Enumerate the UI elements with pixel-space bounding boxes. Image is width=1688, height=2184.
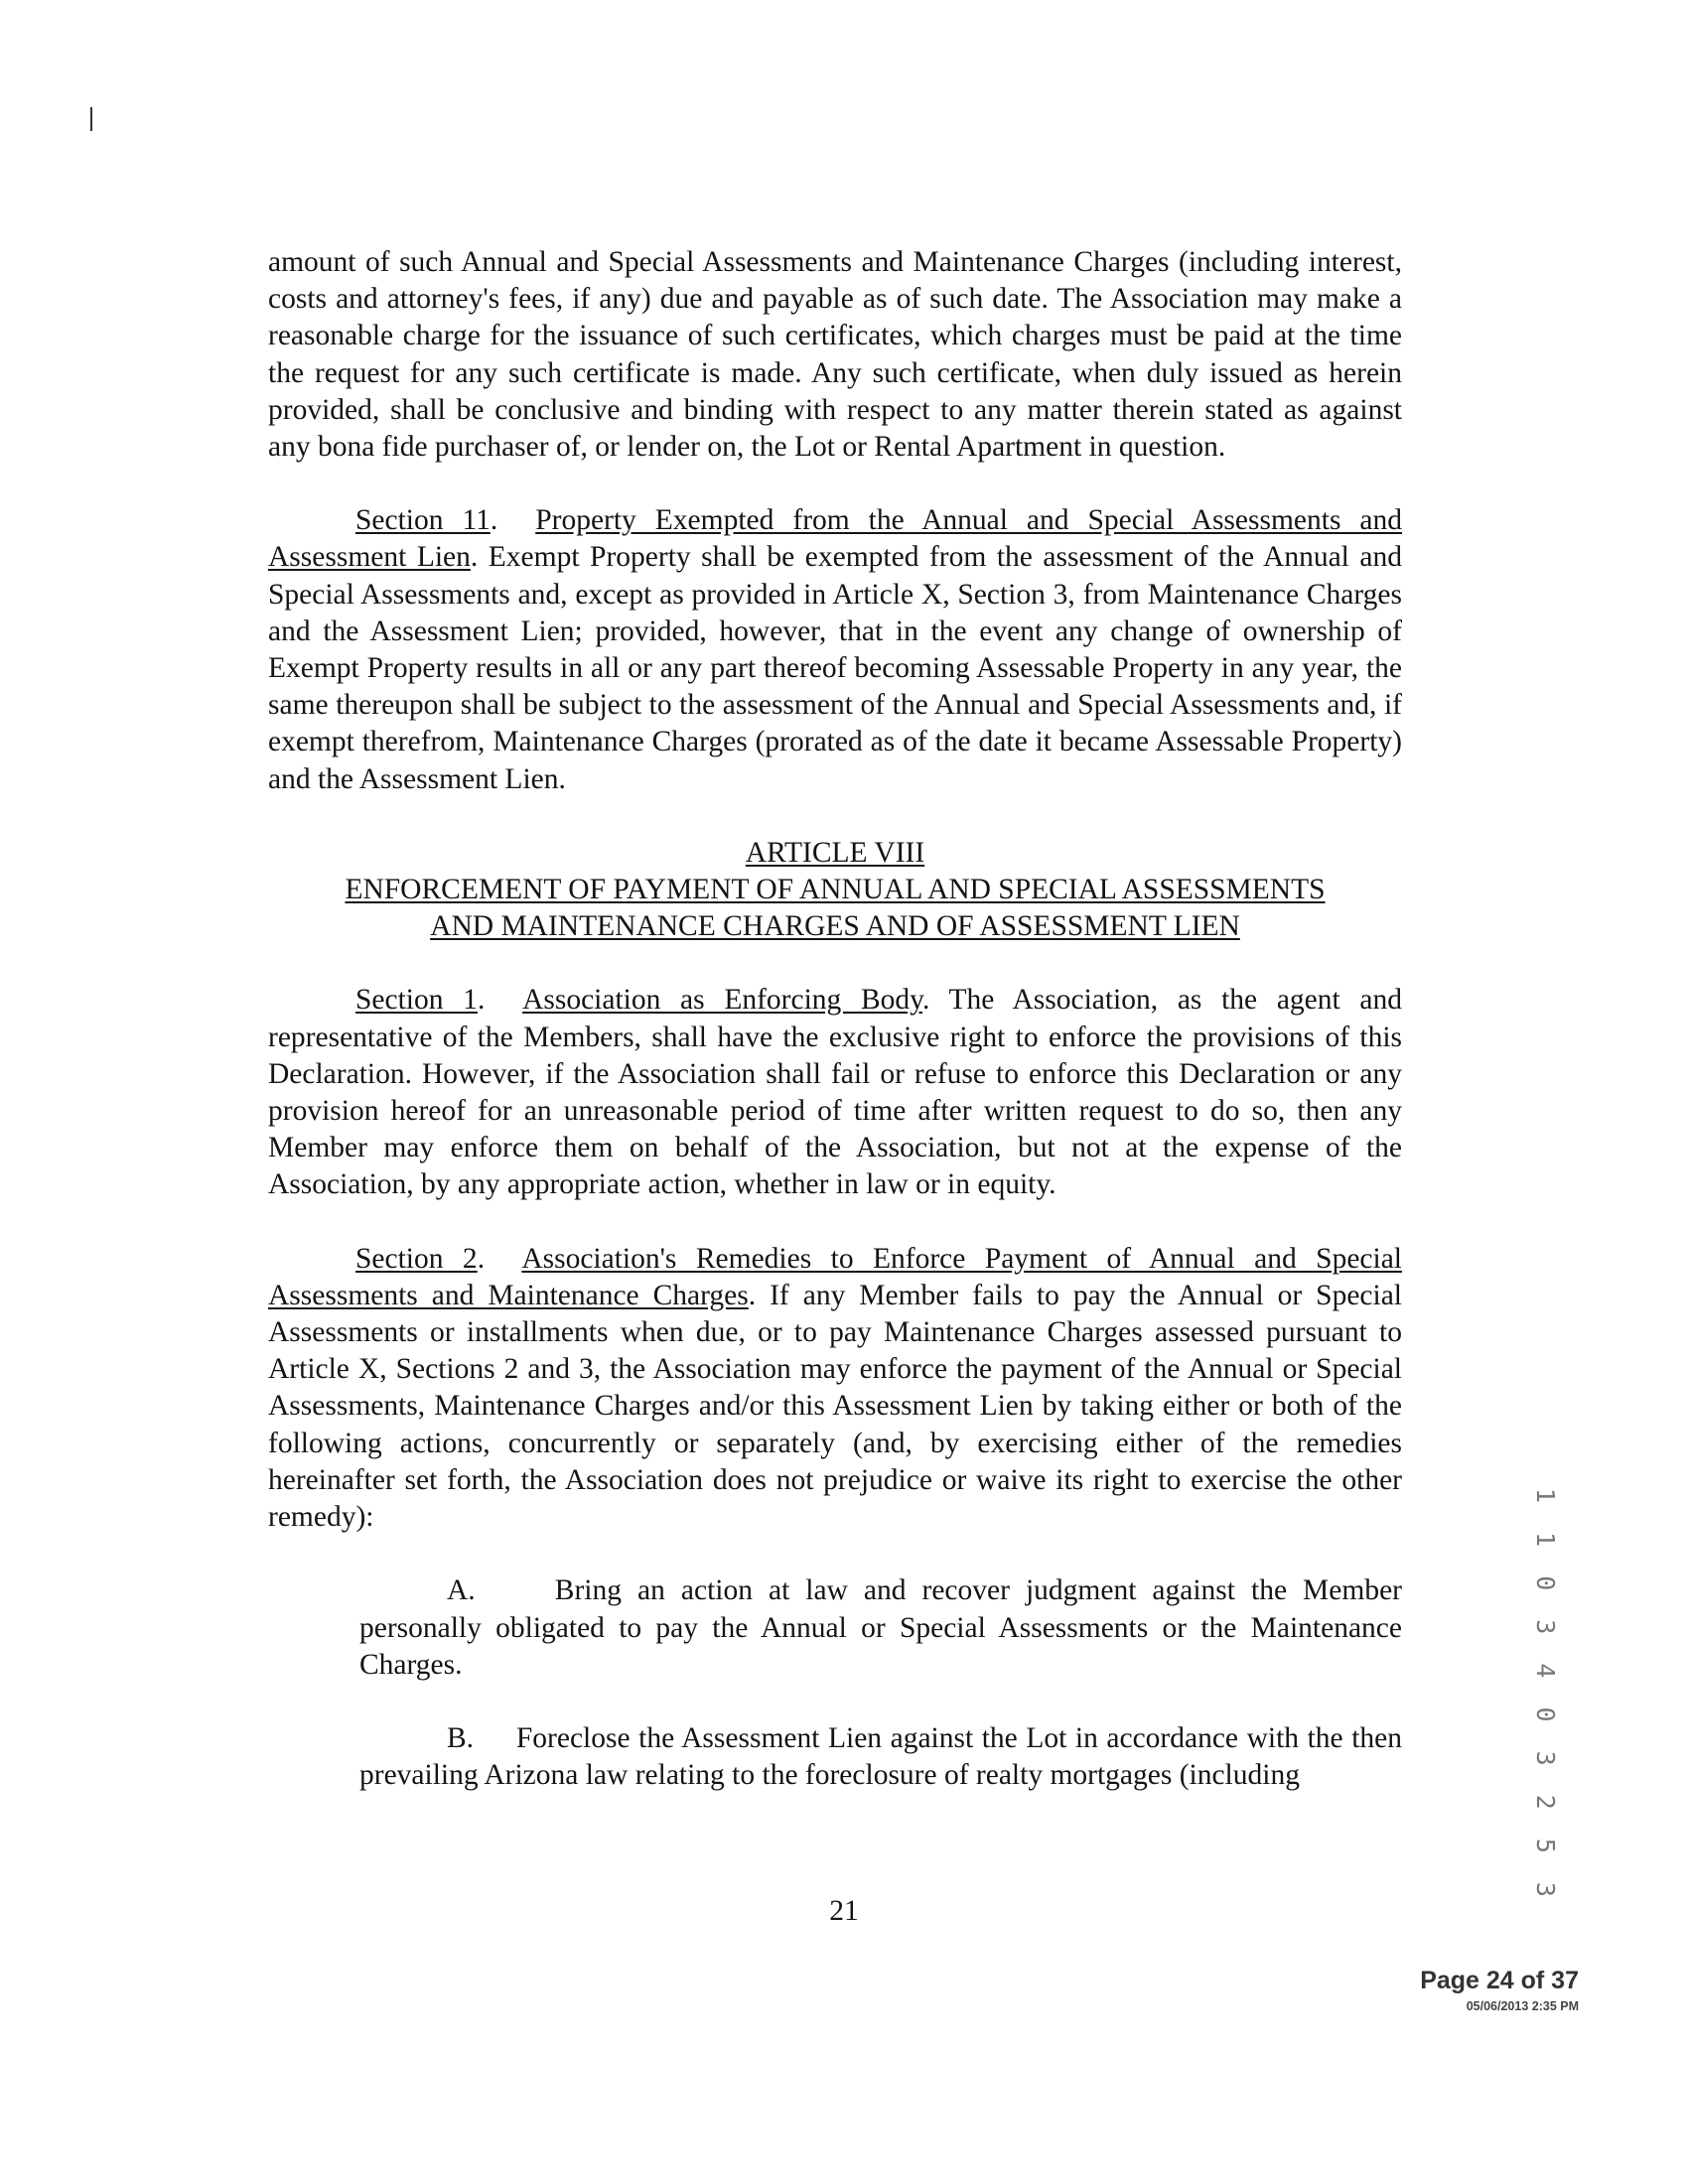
section-2-label: Section 2 [355, 1242, 478, 1275]
section-11-text: Exempt Property shall be exempted from the assessment of the Annual and Special Assessments and, except as provided in Article X, Section 3, from Maintenance Charges and the Assessment Lien; provided, however, that in the event any change of ownership of Exempt Property results in all or any part thereof becoming Assessable Property in any year, the same thereupon shall be subject to the assessment of the Annual and Special Assessments and, if exempt therefrom, Maintenance Charges (prorated as of the date it became Assessable Property) and the Assessment Lien. [268, 541, 1402, 795]
section-1-title: Association as Enforcing Body [522, 984, 922, 1017]
item-b-text: Foreclose the Assessment Lien against the Lot in accordance with the then prevailing Arizona law relating to the foreclosure of realty mortgages (including [359, 1721, 1402, 1792]
section-1-text: The Association, as the agent and representative of the Members, shall have the exclusive right to enforce the provisions of this Declaration. However, if the Association shall fail or refuse to enforce this Declaration or any provision hereof for an unreasonable period of time after written request to do so, then any Member may enforce them on behalf of the Association, but not at the expense of the Association, by any appropriate action, whether in law or in equity. [268, 984, 1402, 1201]
item-b-letter: B. [447, 1721, 475, 1754]
footer-page-label: Page 24 of 37 [1420, 1967, 1579, 1994]
article-number: ARTICLE VIII [745, 836, 925, 869]
remedy-item-b [268, 1720, 1402, 1794]
section-1-paragraph: Section 1. Association as Enforcing Body. The Association, as the agent and representative of the Members, shall have the exclusive right to enforce the provisions of this Declaration. However, if the Association shall fail or refuse to enforce this Declaration or any provision hereof for an unreasonable period of time after written request to do so, then any Member may enforce them on behalf of the Association, but not at the expense of the Association, by any appropriate action, whether in law or in equity. [268, 984, 1402, 1201]
item-a-text: Bring an action at law and recover judgment against the Member personally obligated to pay the Annual or Special Assessments or the Maintenance Charges. [359, 1574, 1402, 1681]
item-a-letter: A. [447, 1574, 476, 1607]
recording-number-stamp: 1 1 0 3 4 0 3 2 5 3 [1531, 1488, 1560, 1904]
section-2-text: If any Member fails to pay the Annual or Special Assessments or installments when due, or to pay Maintenance Charges assessed pursuant to Article X, Sections 2 and 3, the Association may enforce the payment of the Annual or Special Assessments, Maintenance Charges and/or this Assessment Lien by taking either or both of the following actions, concurrently or separately (and, by exercising either of the remedies hereinafter set forth, the Association does not prejudice or waive its right to exercise the other remedy): [268, 1279, 1402, 1534]
article-heading [268, 835, 1402, 946]
intro-paragraph: amount of such Annual and Special Assessments and Maintenance Charges (including interest, costs and attorney's fees, if any) due and payable as of such date. The Association may make a reasonable charge for the issuance of such certificates, which charges must be paid at the time the request for any such certificate is made. Any such certificate, when duly issued as herein provided, shall be conclusive and binding with respect to any matter therein stated as against any bona fide purchaser of, or lender on, the Lot or Rental Apartment in question. [268, 246, 1402, 464]
document-body [268, 244, 1402, 1794]
section-2-title: Association's Remedies to Enforce Payment of Annual and Special Assessments and Maintenance Charges [268, 1242, 1403, 1311]
footer-timestamp: 05/06/2013 2:35 PM [1466, 1999, 1579, 2013]
page-number: 21 [829, 1895, 859, 1927]
section-11-title: Property Exempted from the Annual and Special Assessments and Assessment Lien [268, 504, 1403, 574]
section-1-label: Section 1 [355, 984, 478, 1017]
section-11-paragraph: Section 11. Property Exempted from the Annual and Special Assessments and Assessment Lien. Exempt Property shall be exempted from the assessment of the Annual and Special Assessments and, except as provided in Article X, Section 3, from Maintenance Charges and the Assessment Lien; provided, however, that in the event any change of ownership of Exempt Property results in all or any part thereof becoming Assessable Property in any year, the same thereupon shall be subject to the assessment of the Annual and Special Assessments and, if exempt therefrom, Maintenance Charges (prorated as of the date it became Assessable Property) and the Assessment Lien. [268, 504, 1403, 795]
scan-artifact-mark [90, 107, 92, 131]
article-title-line-2: AND MAINTENANCE CHARGES AND OF ASSESSMENT LIEN [430, 910, 1240, 943]
section-11-label: Section 11 [355, 504, 491, 537]
section-2-paragraph: Section 2. Association's Remedies to Enforce Payment of Annual and Special Assessments and Maintenance Charges. If any Member fails to pay the Annual or Special Assessments or installments when due, or to pay Maintenance Charges assessed pursuant to Article X, Sections 2 and 3, the Association may enforce the payment of the Annual or Special Assessments, Maintenance Charges and/or this Assessment Lien by taking either or both of the following actions, concurrently or separately (and, by exercising either of the remedies hereinafter set forth, the Association does not prejudice or waive its right to exercise the other remedy): [268, 1242, 1403, 1534]
article-title-line-1: ENFORCEMENT OF PAYMENT OF ANNUAL AND SPECIAL ASSESSMENTS [345, 874, 1326, 906]
remedy-item-a [268, 1572, 1402, 1684]
